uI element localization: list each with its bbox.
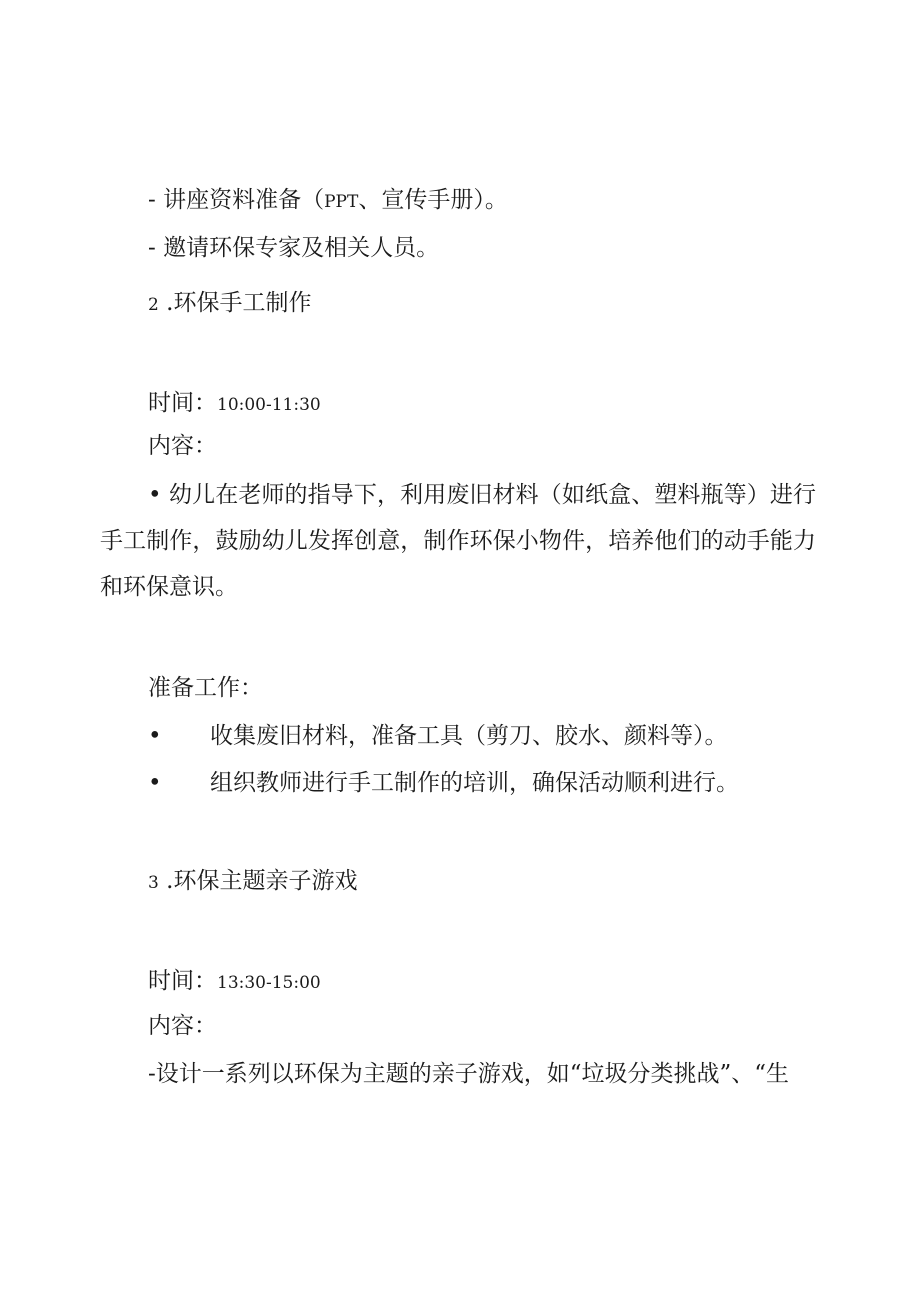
section2-content-label: 内容：: [148, 433, 217, 459]
bullet-icon: •: [148, 770, 162, 796]
section2-time-value: 10:00-11:30: [217, 395, 321, 415]
lecture-prep-item-materials-text: - 讲座资料准备（: [148, 187, 325, 213]
section2-time-label: 时间：: [148, 390, 217, 416]
section2-time: [148, 388, 321, 420]
lecture-prep-item-materials: [148, 185, 508, 217]
lecture-prep-item-materials-rest: 、宣传手册）。: [358, 187, 508, 213]
section2-heading: [148, 288, 311, 320]
section2-title: .环保手工制作: [158, 290, 312, 316]
ppt-label: PPT: [324, 192, 359, 212]
section3-heading: [148, 866, 357, 898]
section3-title: .环保主题亲子游戏: [158, 868, 358, 894]
section3-content-label: 内容：: [148, 1013, 217, 1039]
prep-item-training: 组织教师进行手工制作的培训，确保活动顺利进行。: [210, 770, 739, 796]
bullet-icon: •: [148, 723, 162, 749]
section3-time-label: 时间：: [148, 968, 217, 994]
section2-content-paragraph: • 幼儿在老师的指导下，利用废旧材料（如纸盒、塑料瓶等）进行手工制作，鼓励幼儿发挥创意，制作环保小物件，培养他们的动手能力和环保意识。: [100, 482, 816, 600]
section3-number: 3: [148, 873, 159, 893]
section3-time: [148, 966, 321, 998]
section3-time-value: 13:30-15:00: [217, 973, 321, 993]
section3-content-text: -设计一系列以环保为主题的亲子游戏，如“垃圾分类挑战”、“生: [148, 1061, 790, 1087]
prep-item-materials: 收集废旧材料，准备工具（剪刀、胶水、颜料等）。: [210, 723, 728, 749]
section2-number: 2: [148, 295, 159, 315]
lecture-prep-item-experts: - 邀请环保专家及相关人员。: [148, 235, 440, 261]
section2-prep-label: 准备工作：: [148, 675, 263, 701]
